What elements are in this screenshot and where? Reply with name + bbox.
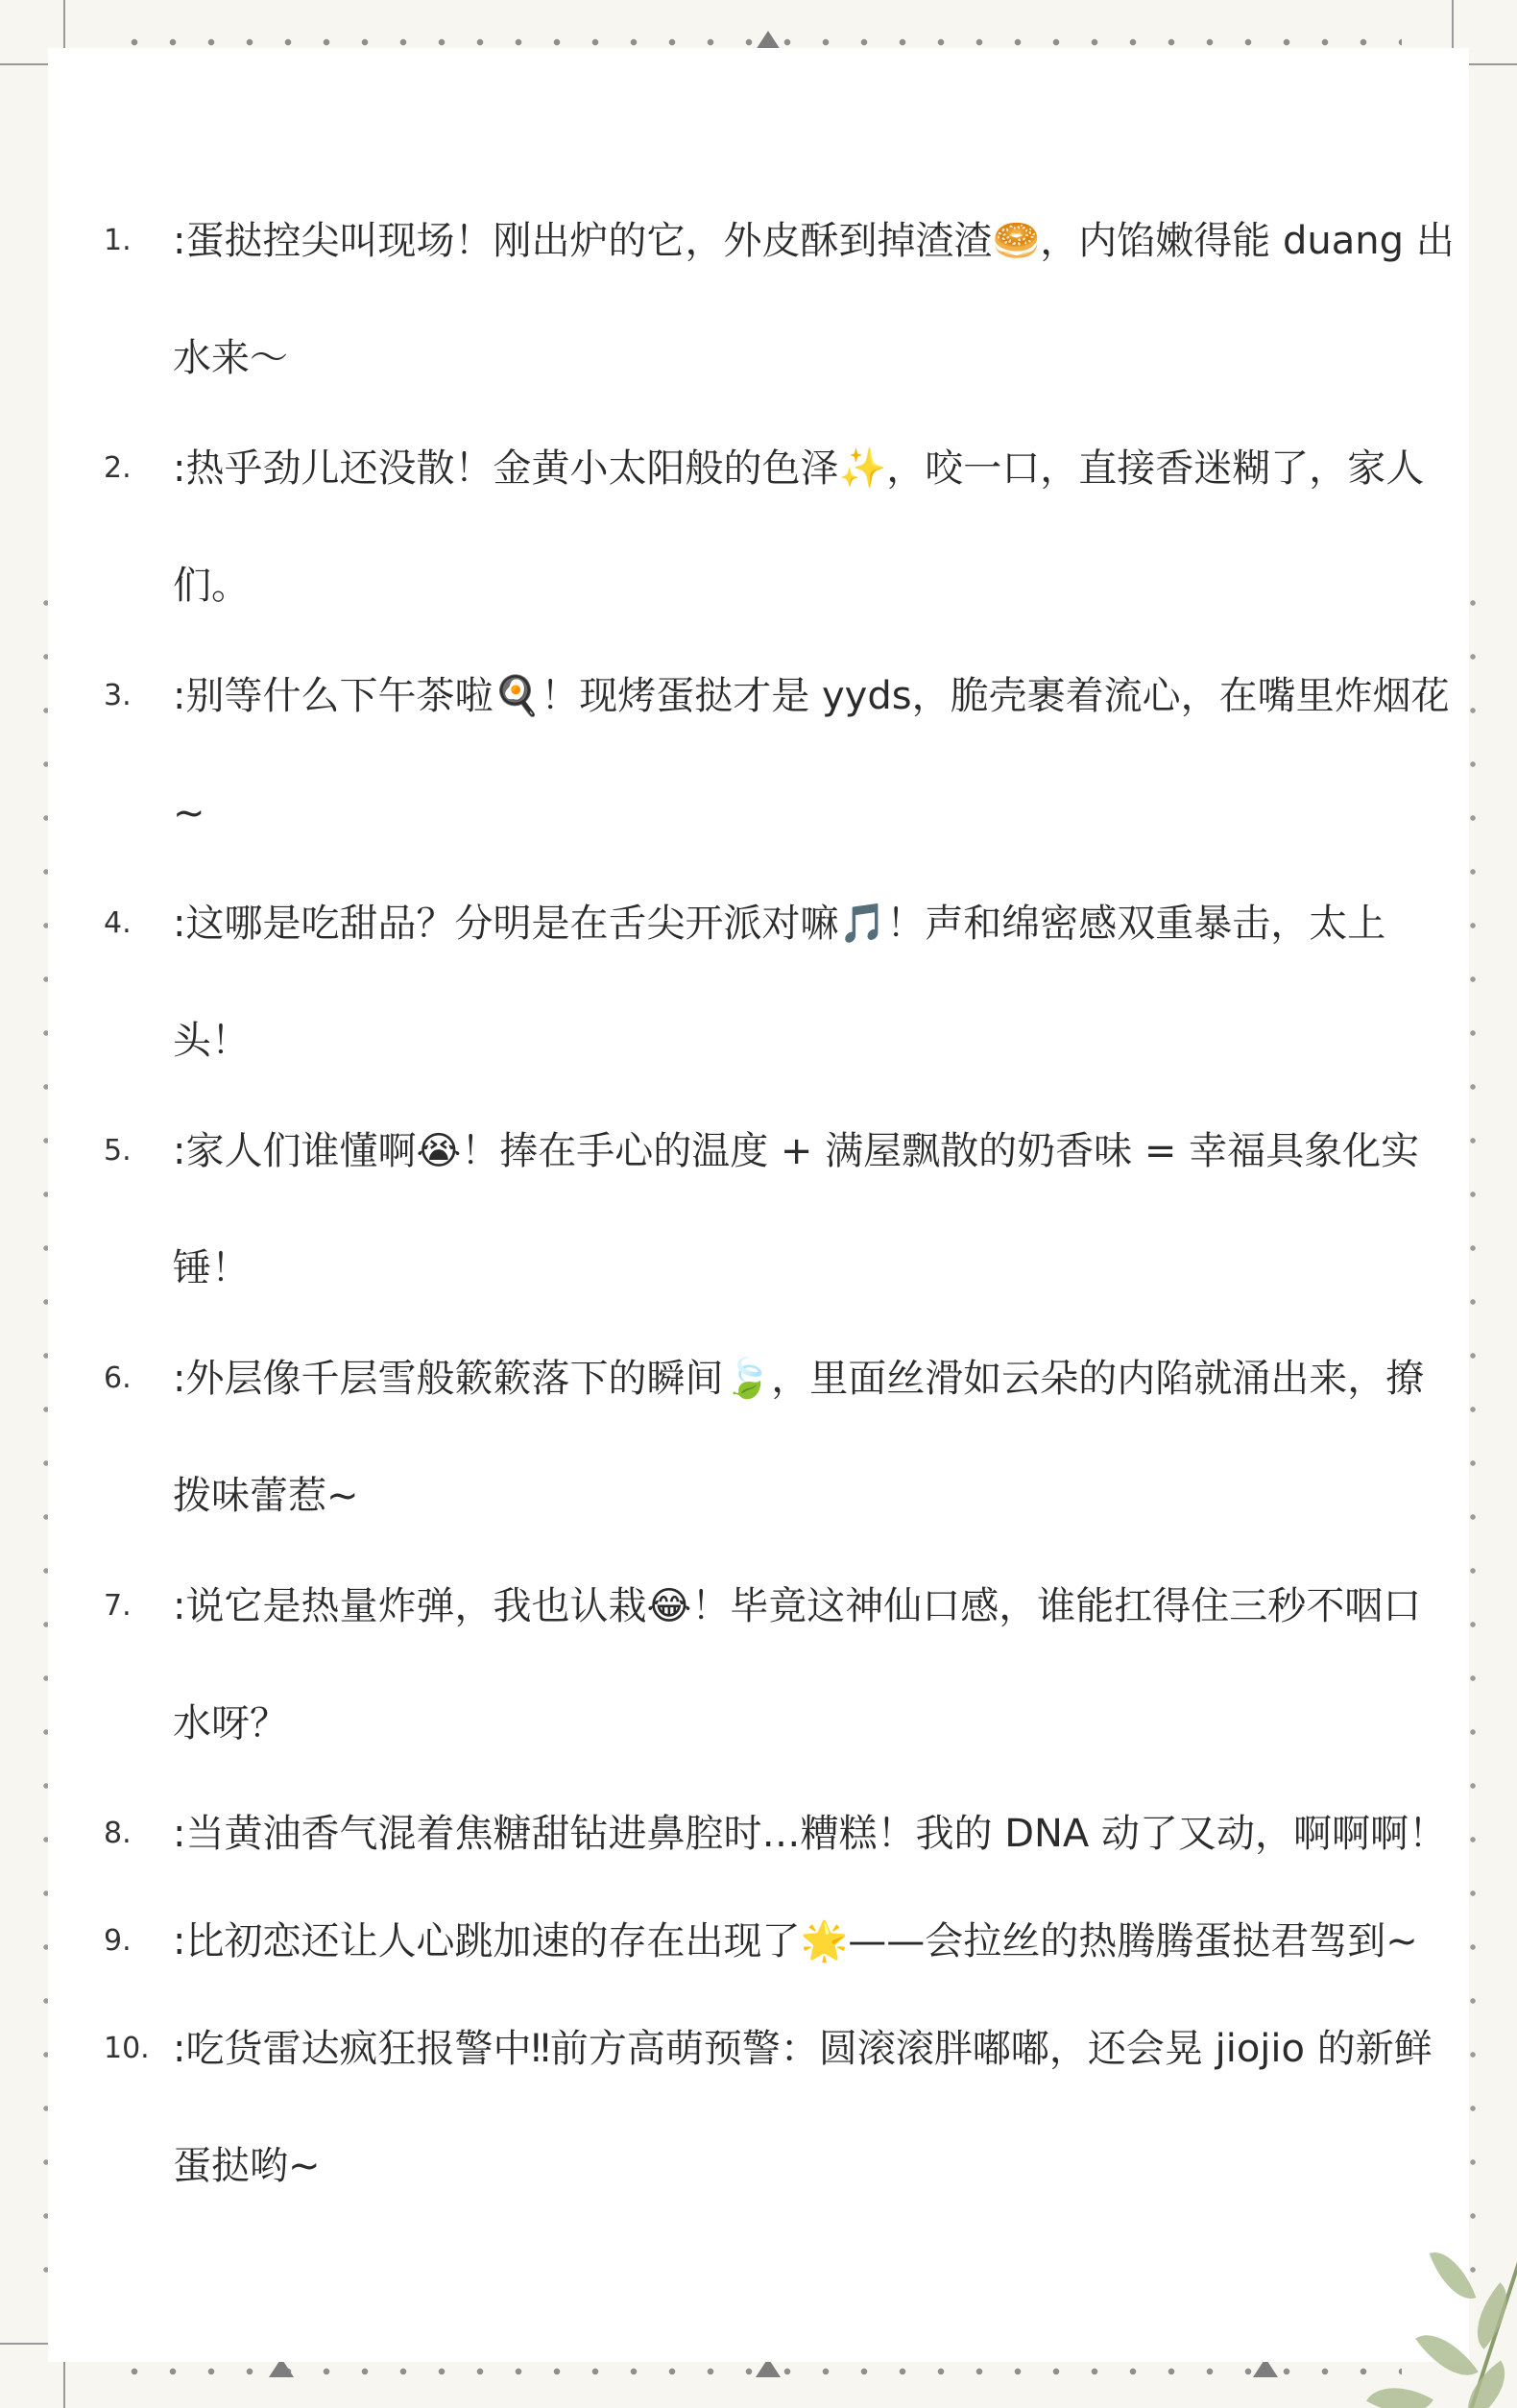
item-number: 5. [104,1134,132,1168]
list-item-7 [48,1548,1469,1782]
item-text: :外层像千层雪般簌簌落下的瞬间🍃，里面丝滑如云朵的内陷就涌出来，撩拨味蕾惹~ [173,1357,1425,1518]
list-item-3 [48,638,1469,872]
right-side-dots [1469,576,1477,2304]
list-item-10 [48,1990,1469,2225]
item-text: :吃货雷达疯狂报警中‼前方高萌预警：圆滚滚胖嘟嘟，还会晃 jiojio 的新鲜蛋挞哟~ [173,2027,1433,2188]
item-number: 2. [104,451,132,485]
item-number: 9. [104,1924,132,1958]
list-item-6 [48,1320,1469,1554]
item-text: :这哪是吃甜品？分明是在舌尖开派对嘛🎵！声和绵密感双重暴击，太上头！ [173,902,1386,1063]
item-number: 3. [104,679,132,712]
list-item-9 [48,1883,1469,2000]
item-number: 8. [104,1817,132,1850]
list-item-1 [48,182,1469,417]
list-item-2 [48,410,1469,644]
corner-line-tr-h [1469,63,1517,65]
item-text: :蛋挞控尖叫现场！刚出炉的它，外皮酥到掉渣渣🥯，内馅嫩得能 duang 出水来～ [173,219,1455,380]
item-text: :家人们谁懂啊😭！捧在手心的温度 + 满屋飘散的奶香味 = 幸福具象化实锤！ [173,1129,1420,1290]
corner-line-bl-v [63,2360,65,2408]
corner-line-tr-v [1452,0,1454,48]
list-item-8 [48,1775,1469,1892]
item-text: :比初恋还让人心跳加速的存在出现了🌟——会拉丝的热腾腾蛋挞君驾到~ [173,1919,1418,1963]
item-number: 1. [104,224,132,257]
item-text: :当黄油香气混着焦糖甜钻进鼻腔时…糟糕！我的 DNA 动了又动，啊啊啊！ [173,1812,1447,1856]
item-text: :别等什么下午茶啦🍳！现烤蛋挞才是 yyds，脆壳裹着流心，在嘴里炸烟花~ [173,674,1450,835]
corner-line-bl-h [0,2343,48,2345]
item-number: 4. [104,906,132,940]
corner-line-tl-h [0,63,48,65]
corner-line-tl-v [63,0,65,48]
item-number: 7. [104,1589,132,1623]
item-text: :热乎劲儿还没散！金黄小太阳般的色泽✨，咬一口，直接香迷糊了，家人们。 [173,446,1425,608]
item-number: 10. [104,2032,150,2065]
top-triangle-ornament [756,31,781,50]
document-page [48,48,1469,2362]
item-text: :说它是热量炸弹，我也认栽😂！毕竟这神仙口感，谁能扛得住三秒不咽口水呀？ [173,1584,1422,1746]
item-number: 6. [104,1361,132,1395]
plant-decoration-icon [1325,2208,1517,2408]
list-item-4 [48,865,1469,1099]
comment-list [48,182,1469,2218]
list-item-5 [48,1093,1469,1327]
